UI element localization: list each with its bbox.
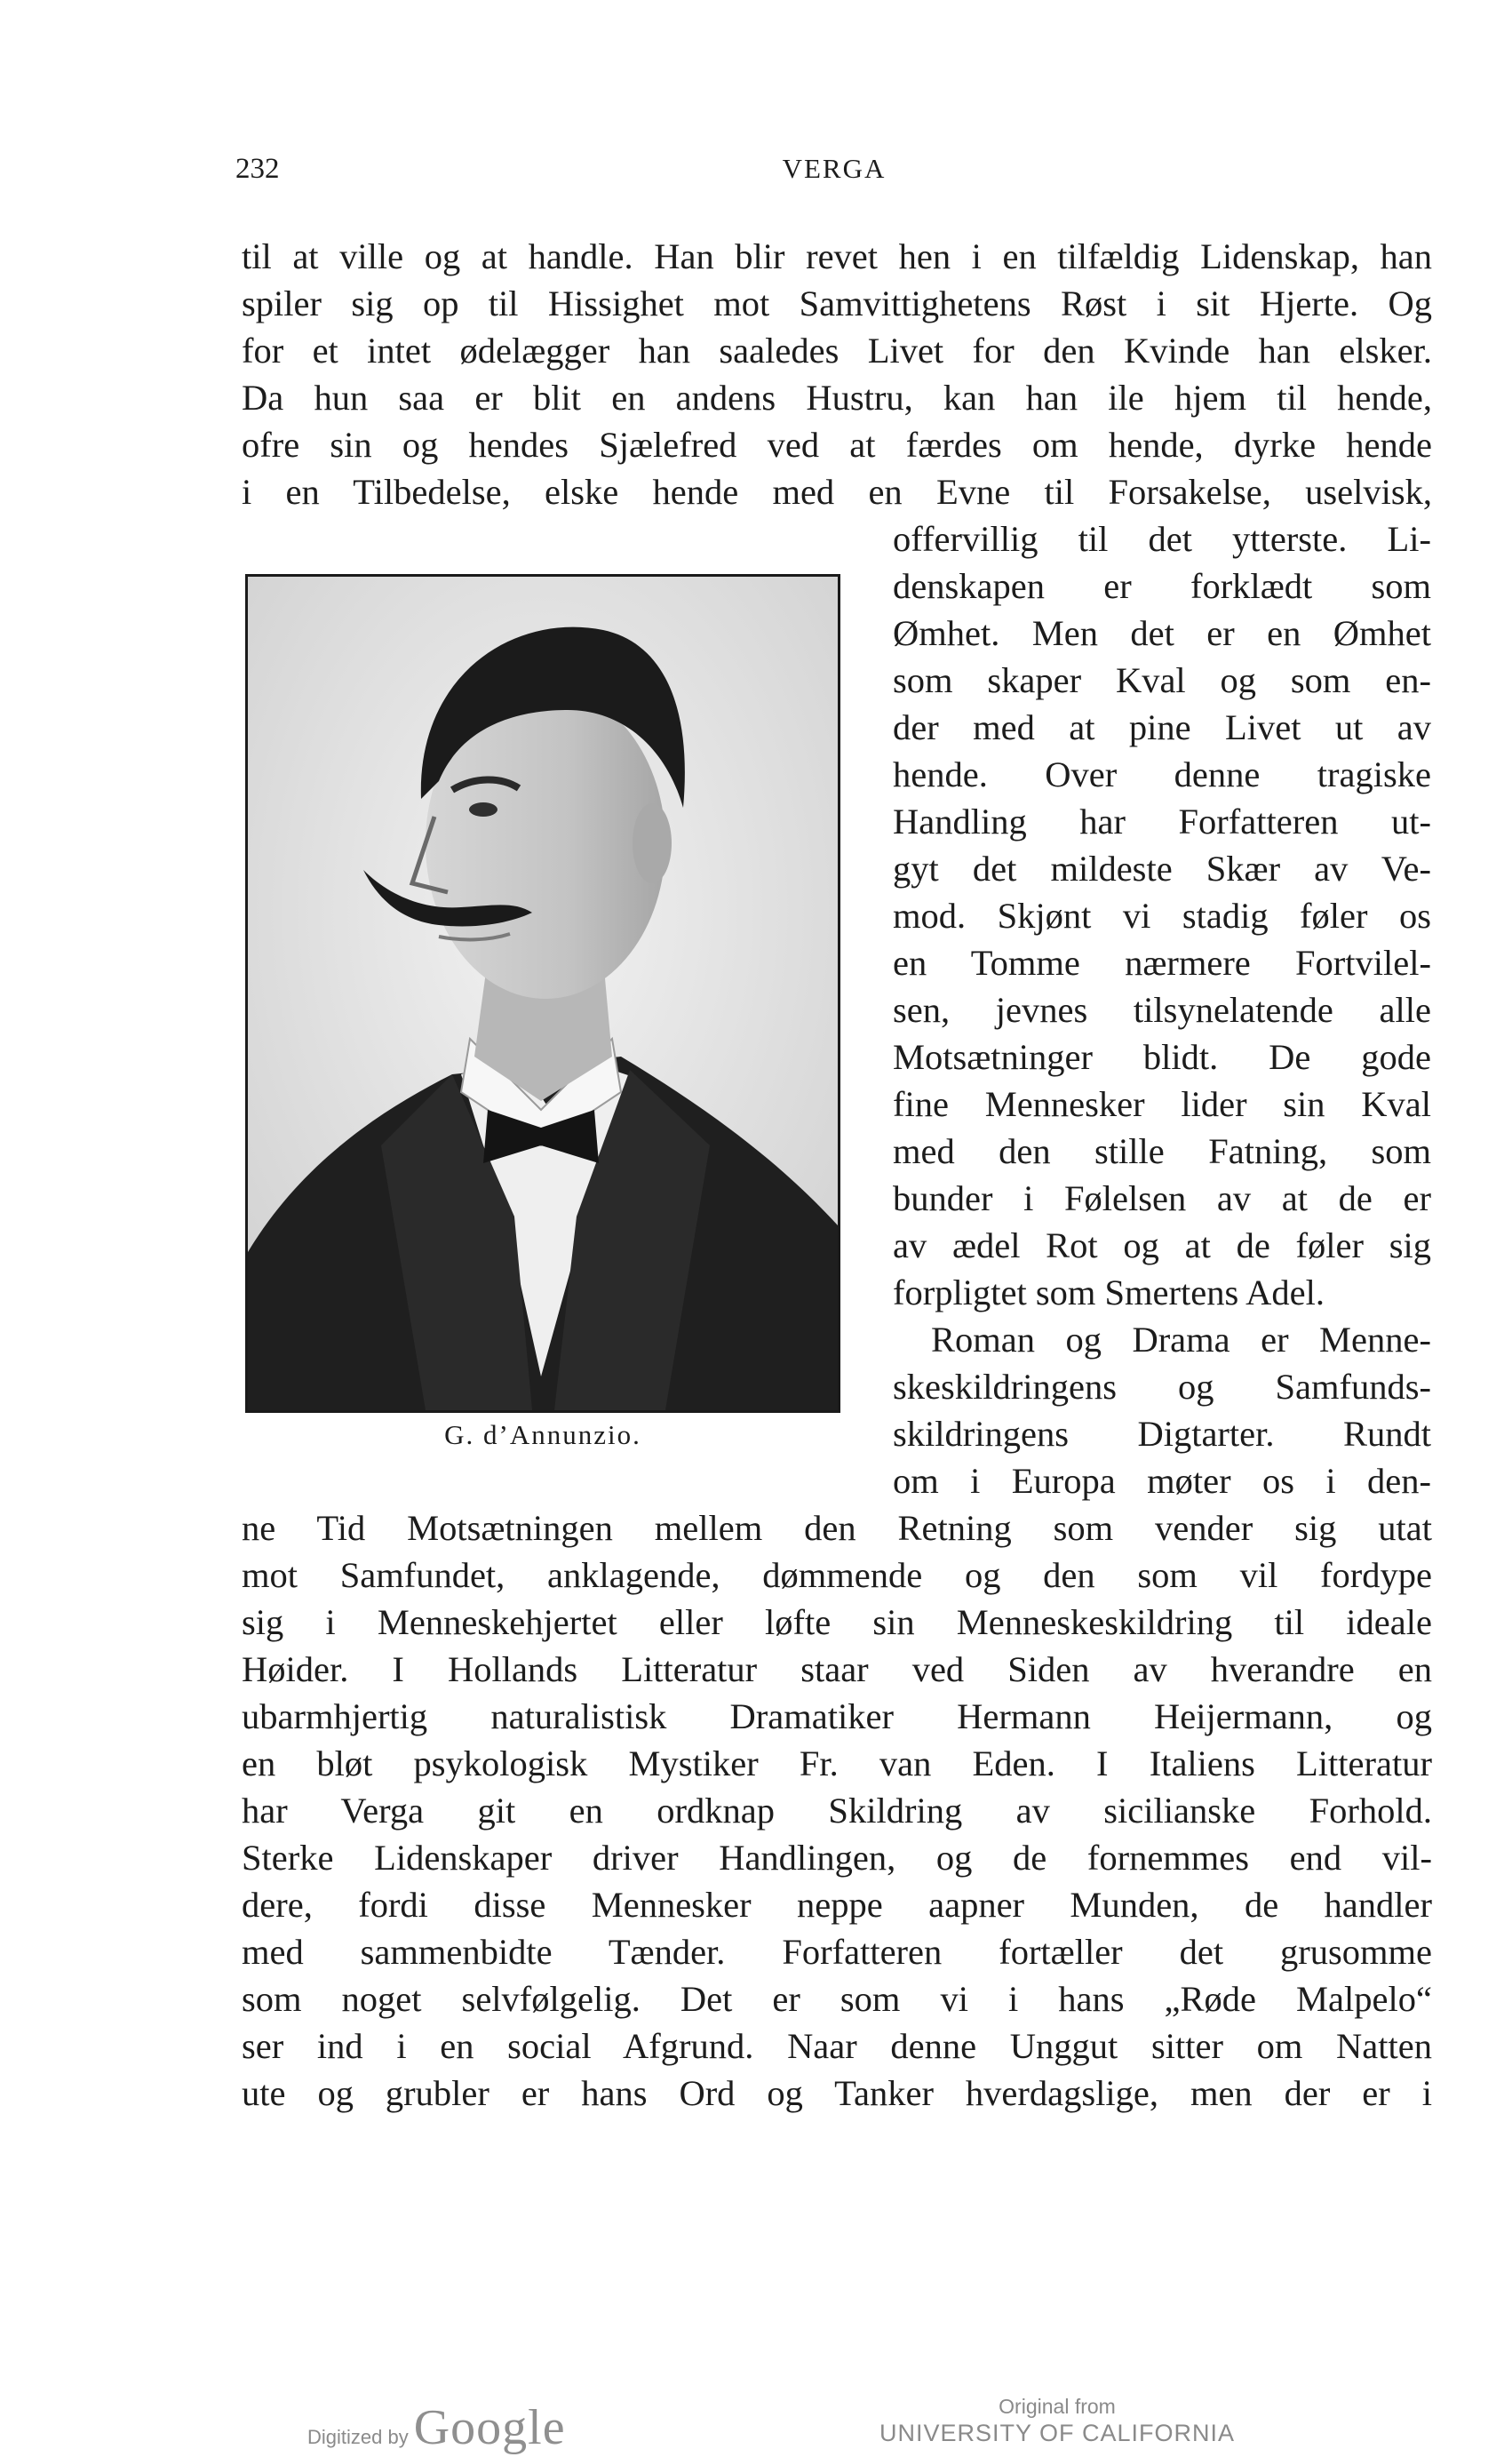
text-line: fine Mennesker lider sin Kval [893, 1084, 1431, 1124]
digitization-watermark [307, 2399, 566, 2453]
portrait-photo [245, 574, 840, 1413]
text-line: sig i Menneskehjertet eller løfte sin Menneskeskildring til ideale [242, 1602, 1432, 1642]
text-line: sen, jevnes tilsynelatende alle [893, 990, 1431, 1030]
text-line: av ædel Rot og at de føler sig [893, 1225, 1431, 1265]
page-number: 232 [235, 153, 280, 185]
text-line: Motsætninger blidt. De gode [893, 1037, 1431, 1077]
digitized-by-label: Digitized by [307, 2426, 409, 2448]
text-line: Ømhet. Men det er en Ømhet [893, 613, 1431, 653]
text-line: en Tomme nærmere Fortvilel- [893, 943, 1431, 983]
text-line: ne Tid Motsætningen mellem den Retning som vender sig utat [242, 1508, 1432, 1548]
text-line: forpligtet som Smertens Adel. [893, 1272, 1325, 1312]
text-line: ute og grubler er hans Ord og Tanker hverdagslige, men der er i [242, 2073, 1432, 2113]
text-line: hende. Over denne tragiske [893, 754, 1431, 794]
google-logo: Google [413, 2400, 566, 2455]
text-line: Høider. I Hollands Litteratur staar ved Siden av hverandre en [242, 1649, 1432, 1689]
text-line: mot Samfundet, anklagende, dømmende og den som vil fordype [242, 1555, 1432, 1595]
text-line: bunder i Følelsen av at de er [893, 1178, 1431, 1218]
institution-name: UNIVERSITY OF CALIFORNIA [879, 2420, 1236, 2446]
text-line: ubarmhjertig naturalistisk Dramatiker Hermann Heijermann, og [242, 1696, 1432, 1736]
portrait-caption: G. d’Annunzio. [444, 1419, 641, 1450]
text-line: spiler sig op til Hissighet mot Samvittighetens Røst i sit Hjerte. Og [242, 283, 1432, 323]
text-line: ser ind i en social Afgrund. Naar denne Unggut sitter om Natten [242, 2026, 1432, 2066]
text-line: som skaper Kval og som en- [893, 660, 1431, 700]
text-line: Handling har Forfatteren ut- [893, 802, 1431, 842]
source-attribution [871, 2394, 1244, 2447]
text-line: dere, fordi disse Mennesker neppe aapner Munden, de handler [242, 1885, 1432, 1925]
text-line: Da hun saa er blit en andens Hustru, kan han ile hjem til hende, [242, 378, 1432, 418]
paragraph-start-line: Roman og Drama er Menne- [931, 1320, 1431, 1360]
text-line: i en Tilbedelse, elske hende med en Evne til Forsakelse, uselvisk, [242, 472, 1432, 512]
text-line: som noget selvfølgelig. Det er som vi i hans „Røde Malpelo“ [242, 1979, 1432, 2019]
text-line: med sammenbidte Tænder. Forfatteren fortæller det grusomme [242, 1932, 1432, 1972]
text-line: for et intet ødelægger han saaledes Livet for den Kvinde han elsker. [242, 331, 1432, 371]
text-line: skeskildringens og Samfunds- [893, 1367, 1431, 1407]
running-title: VERGA [782, 153, 887, 184]
original-from-label: Original from [999, 2395, 1116, 2418]
text-line: har Verga git en ordknap Skildring av sicilianske Forhold. [242, 1791, 1432, 1831]
text-line: Sterke Lidenskaper driver Handlingen, og de fornemmes end vil- [242, 1838, 1432, 1878]
text-line: med den stille Fatning, som [893, 1131, 1431, 1171]
text-line: gyt det mildeste Skær av Ve- [893, 849, 1431, 889]
text-line: der med at pine Livet ut av [893, 707, 1431, 747]
text-line: mod. Skjønt vi stadig føler os [893, 896, 1431, 936]
page-header [235, 153, 1433, 194]
text-line: til at ville og at handle. Han blir revet hen i en tilfældig Lidenskap, han [242, 236, 1432, 276]
text-line: offervillig til det ytterste. Li- [893, 519, 1431, 559]
text-line: om i Europa møter os i den- [893, 1461, 1431, 1501]
text-line: skildringens Digtarter. Rundt [893, 1414, 1431, 1454]
text-line: en bløt psykologisk Mystiker Fr. van Eden. I Italiens Litteratur [242, 1743, 1432, 1783]
text-line: denskapen er forklædt som [893, 566, 1431, 606]
text-line: ofre sin og hendes Sjælefred ved at færdes om hende, dyrke hende [242, 425, 1432, 465]
